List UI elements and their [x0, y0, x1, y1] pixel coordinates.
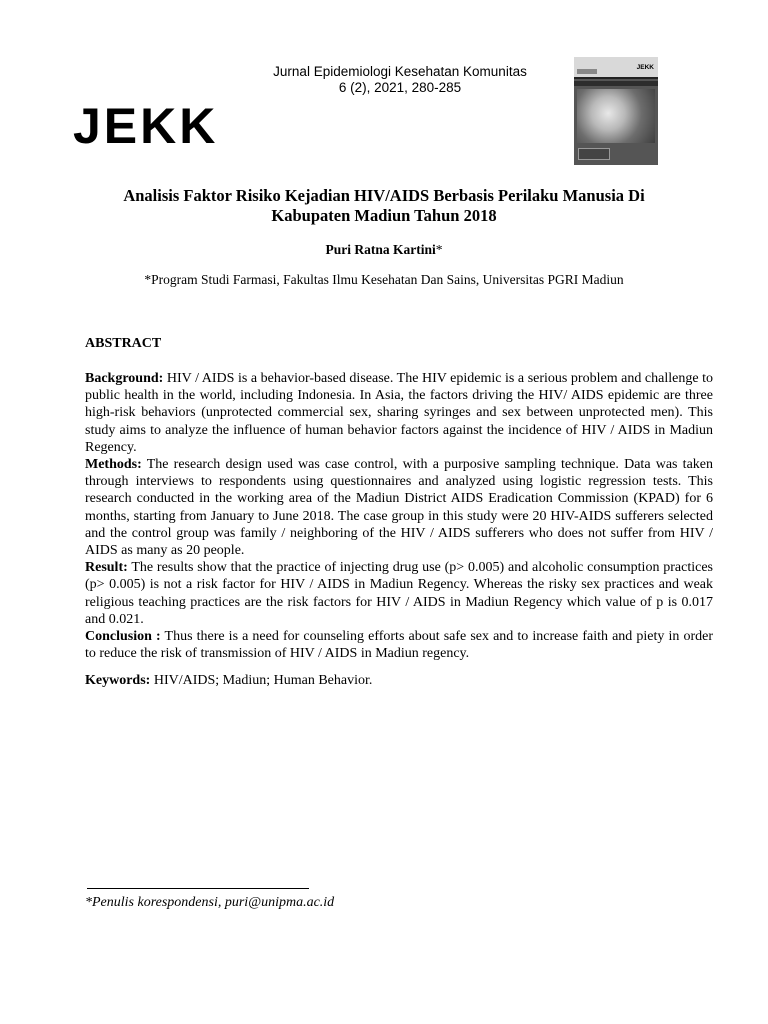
abstract-body — [85, 370, 713, 662]
cover-tag — [577, 69, 597, 74]
paper-title: Analisis Faktor Risiko Kejadian HIV/AIDS Berbasis Perilaku Manusia Di Kabupaten Madiun Tahun 2018 — [123, 186, 645, 225]
section-text: HIV / AIDS is a behavior-based disease. The HIV epidemic is a serious problem and challenge to public health in the world, including Indonesia. In Asia, the factors driving the HIV/ AIDS epidemic are three high-risk behaviors (unprotected commercial sex, sharing syringes and sex between unprotected men). This study aims to analyze the influence of human behavior factors against the incidence of HIV / AIDS in Madiun Regency. — [85, 371, 713, 455]
author-mark: * — [435, 242, 443, 257]
author-name: Puri Ratna Kartini — [325, 242, 436, 257]
cover-brand: JEKK — [636, 64, 654, 71]
section-text: The research design used was case control, with a purposive sampling technique. Data was taken through interviews to respondents using questionnaires and analyzed using logistic regression tests. This research conducted in the working area of the Madiun District AIDS Eradication Commission (KPAD) for 6 months, starting from January to June 2018. The case group in this study were 20 HIV-AIDS sufferers selected and the control group was family / neighboring of the HIV / AIDS sufferers who does not suffer from HIV / AIDS as many as 20 people. — [85, 457, 713, 559]
keywords — [85, 673, 372, 689]
section-label: Background: — [85, 371, 164, 386]
section-label: Methods: — [85, 457, 142, 473]
footnote-divider — [87, 888, 309, 889]
affiliation: *Program Studi Farmasi, Fakultas Ilmu Kesehatan Dan Sains, Universitas PGRI Madiun — [144, 272, 624, 287]
journal-cover-image — [574, 57, 658, 165]
journal-name: Jurnal Epidemiologi Kesehatan Komunitas — [273, 64, 527, 79]
cover-footer-box — [578, 148, 610, 160]
keywords-text: HIV/AIDS; Madiun; Human Behavior. — [150, 673, 373, 688]
journal-citation: 6 (2), 2021, 280-285 — [338, 80, 462, 95]
section-label: Conclusion : — [85, 629, 161, 645]
cover-header-band — [574, 57, 658, 79]
author-line — [0, 242, 768, 258]
cover-title-band — [574, 81, 658, 86]
abstract-heading: ABSTRACT — [85, 336, 162, 351]
journal-logo: JEKK — [73, 98, 219, 154]
journal-header — [250, 64, 550, 96]
abstract-result — [85, 559, 713, 628]
abstract-background — [85, 370, 713, 456]
section-text: Thus there is a need for counseling efforts about safe sex and to increase faith and piety in order to reduce the risk of transmission of HIV / AIDS in Madiun regency. — [85, 629, 713, 662]
keywords-label: Keywords: — [85, 673, 151, 688]
section-text: The results show that the practice of injecting drug use (p> 0.005) and alcoholic consumption practices (p> 0.005) is not a risk factor for HIV / AIDS in Madiun Regency. Whereas the risky sex practices and weak religious teaching practices are the risk factors for HIV / AIDS in Madiun Regency which value of p is 0.017 and 0.021. — [85, 560, 713, 627]
section-label: Result: — [85, 560, 128, 576]
abstract-methods — [85, 456, 713, 559]
correspondence-footnote: *Penulis korespondensi, puri@unipma.ac.id — [85, 895, 335, 910]
cover-illustration — [577, 89, 655, 143]
abstract-conclusion — [85, 628, 713, 662]
